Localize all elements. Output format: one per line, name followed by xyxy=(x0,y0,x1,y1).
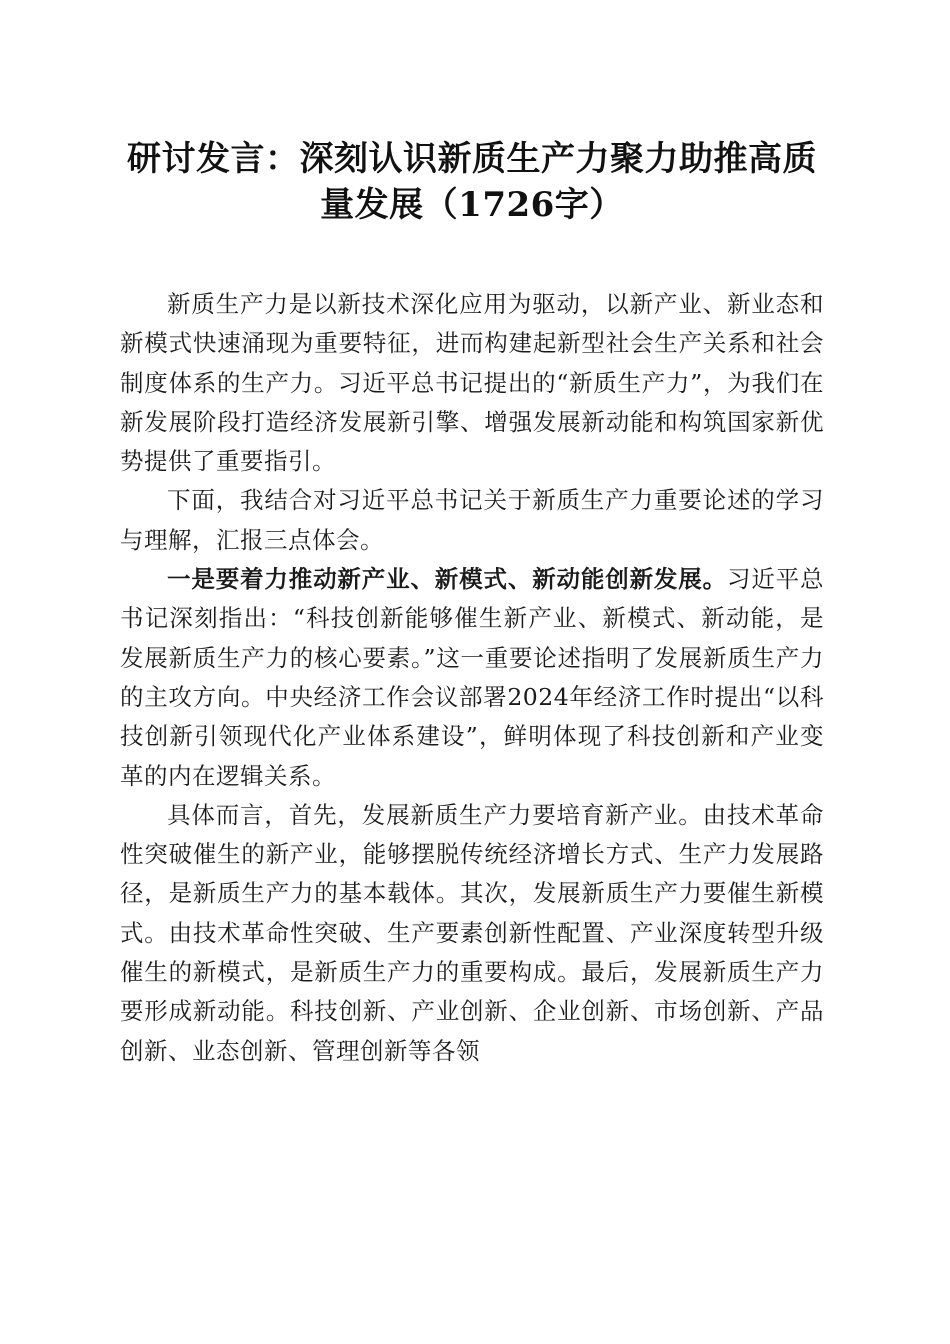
document-body xyxy=(120,285,824,1071)
paragraph-text: 下面，我结合对习近平总书记关于新质生产力重要论述的学习与理解，汇报三点体会。 xyxy=(120,486,824,554)
paragraph-text: 新质生产力是以新技术深化应用为驱动，以新产业、新业态和新模式快速涌现为重要特征，进而构建起新型社会生产关系和社会制度体系的生产力。习近平总书记提出的“新质生产力”，为我们在新发展阶段打造经济发展新引擎、增强发展新动能和构筑国家新优势提供了重要指引。 xyxy=(120,290,824,476)
document-title: 研讨发言：深刻认识新质生产力聚力助推高质量发展（1726字） xyxy=(127,139,817,225)
paragraph-point-one xyxy=(120,560,824,796)
document-page xyxy=(120,136,824,1071)
paragraph-text: 具体而言，首先，发展新质生产力要培育新产业。由技术革命性突破催生的新产业，能够摆脱传统经济增长方式、生产力发展路径，是新质生产力的基本载体。其次，发展新质生产力要催生新模式。由技术革命性突破、生产要素创新性配置、产业深度转型升级催生的新模式，是新质生产力的重要构成。最后，发展新质生产力要形成新动能。科技创新、产业创新、企业创新、市场创新、产品创新、业态创新、管理创新等各领 xyxy=(120,800,824,1065)
paragraph-intro xyxy=(120,285,824,481)
paragraph-lead: 一是要着力推动新产业、新模式、新动能创新发展。 xyxy=(167,565,727,594)
paragraph-detail xyxy=(120,796,824,1071)
paragraph-outline xyxy=(120,481,824,560)
paragraph-text: 习近平总书记深刻指出：“科技创新能够催生新产业、新模式、新动能，是发展新质生产力的核心要素。”这一重要论述指明了发展新质生产力的主攻方向。中央经济工作会议部署2024年经济工作时提出“以科技创新引领现代化产业体系建设”，鲜明体现了科技创新和产业变革的内在逻辑关系。 xyxy=(120,565,825,790)
